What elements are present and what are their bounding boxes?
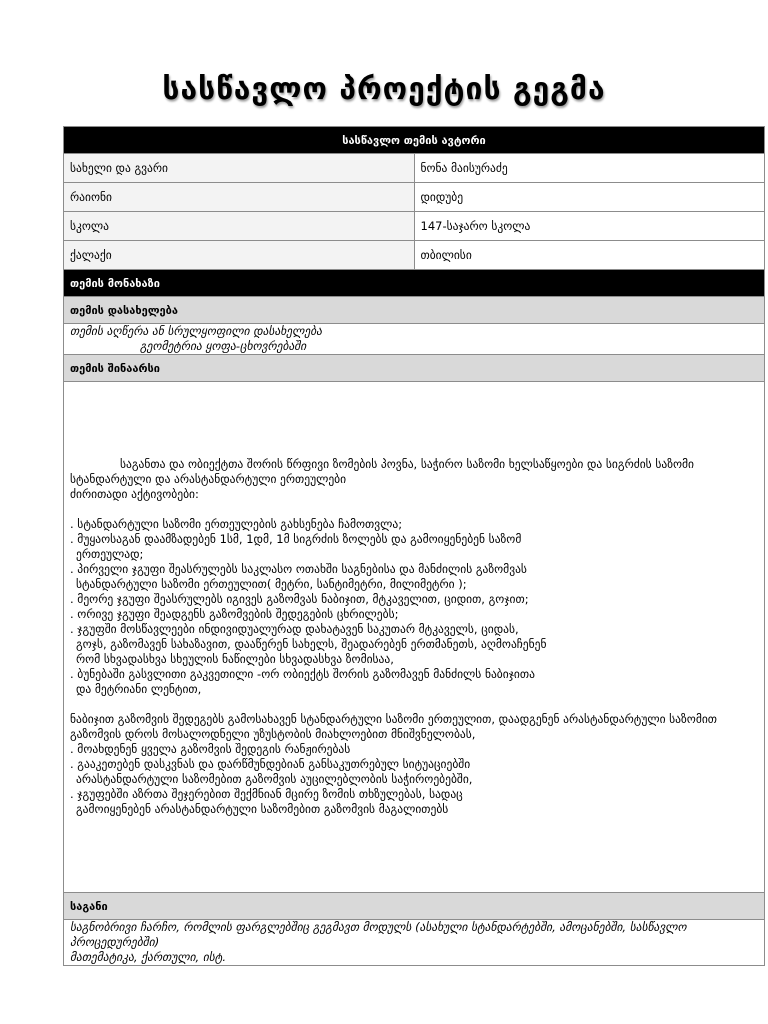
info-row-school xyxy=(64,212,765,241)
district-value: დიდუბე xyxy=(414,183,765,212)
topic-name-header: თემის დასახელება xyxy=(64,297,765,324)
subject-value: მათემატიკა, ქართული, ისტ. xyxy=(70,950,226,964)
info-row-name xyxy=(64,154,765,183)
topic-content-header: თემის შინაარსი xyxy=(64,355,765,382)
subject-cell xyxy=(64,920,765,966)
info-row-district xyxy=(64,183,765,212)
conclusion-intro: ნაბიჯით გაზომვის შედეგებს გამოსახავენ სტანდარტული საზომი ერთეულით, დაადგენენ არასტანდარტული საზომით გაზომვის დროს მოსალოდნელი უზუსტობის მიახლოებით მნიშვნელობას, xyxy=(70,712,717,741)
subject-hint: საგნობრივი ჩარჩო, რომლის ფარგლებშიც გეგმავთ მოდულს (ასახული სტანდარტებში, ამოცანებში, სასწავლო პროცედურებში) xyxy=(70,920,687,949)
school-value: 147-საჯარო სკოლა xyxy=(414,212,765,241)
info-row-city xyxy=(64,241,765,270)
activity-item: . პირველი ჯგუფი შეასრულებს საკლასო ოთახში საგნებისა და მანძილის გაზომვას xyxy=(70,562,527,576)
city-label: ქალაქი xyxy=(64,241,415,270)
topic-content-header-row xyxy=(64,355,765,382)
name-value: ნონა მაისურაძე xyxy=(414,154,765,183)
activity-item: ერთეულად; xyxy=(76,547,144,561)
conclusion-item: არასტანდარტული საზომებით გაზომვის აუცილებლობის საჭიროებებში, xyxy=(76,772,473,786)
content-intro: საგანთა და ობიექტთა შორის წრფივი ზომების პოვნა, საჭირო საზომი ხელსაწყოები და სიგრძის საზომი სტანდარტული და არასტანდარტული ერთეულები xyxy=(70,457,694,486)
topic-name-row xyxy=(64,324,765,355)
subject-row xyxy=(64,920,765,966)
conclusion-item: . მოახდენენ ყველა გაზომვის შედეგის რანჟირებას xyxy=(70,742,351,756)
subject-header: საგანი xyxy=(64,893,765,920)
conclusion-list xyxy=(70,742,758,817)
conclusion-item: . ჯგუფებში აზრთა შეჯერებით შექმნიან მცირე ზომის თხზულებას, სადაც xyxy=(70,787,463,801)
overview-header-row xyxy=(64,270,765,297)
conclusion-item: გამოიყენებენ არასტანდარტული საზომებით გაზომვის მაგალითებს xyxy=(76,802,449,816)
district-label: რაიონი xyxy=(64,183,415,212)
topic-name-cell xyxy=(64,324,765,355)
activity-item: . ჯგუფში მოსწავლეები ინდივიდუალურად დახატავენ საკუთარ მტკაველს, ციდას, xyxy=(70,622,519,636)
activity-item: . სტანდარტული საზომი ერთეულების გახსენება ჩამოთვლა; xyxy=(70,517,403,531)
activity-item: გოჯს, გაზომავენ სახაზავით, დააწერენ სახელს, შეადარებენ ერთმანეთს, აღმოაჩენენ xyxy=(76,637,547,651)
name-label: სახელი და გვარი xyxy=(64,154,415,183)
activities-label: ძირითადი აქტივობები: xyxy=(70,487,199,501)
author-section-header-row xyxy=(64,127,765,154)
conclusion-item: . გააკეთებენ დასკვნას და დარწმუნდებიან განსაკუთრებულ სიტუაციებში xyxy=(70,757,471,771)
city-value: თბილისი xyxy=(414,241,765,270)
overview-header: თემის მონახაზი xyxy=(64,270,765,297)
topic-name-hint: თემის აღწერა ან სრულყოფილი დასახელება xyxy=(70,324,323,338)
topic-name-header-row xyxy=(64,297,765,324)
activity-item: და მეტრიანი ლენტით, xyxy=(76,682,202,696)
subject-header-row xyxy=(64,893,765,920)
activity-list xyxy=(70,517,758,697)
activity-item: . მუყაოსაგან დაამზადებენ 1სმ, 1დმ, 1მ სიგრძის ზოლებს და გამოიყენებენ საზომ xyxy=(70,532,522,546)
document-title: სასწავლო პროექტის გეგმა xyxy=(162,72,606,107)
topic-name-value: გეომეტრია ყოფა-ცხოვრებაში xyxy=(140,339,307,353)
activity-item: . მეორე ჯგუფი შეასრულებს იგივეს გაზომვას ნაბიჯით, მტკაველით, ციდით, გოჯით; xyxy=(70,592,529,606)
activity-item: სტანდარტული საზომი ერთეულით( მეტრი, სანტიმეტრი, მილიმეტრი ); xyxy=(76,577,467,591)
activity-item: რომ სხვადასხვა სხეულის ნაწილები სხვადასხვა ზომისაა, xyxy=(76,652,394,666)
school-label: სკოლა xyxy=(64,212,415,241)
topic-content-row xyxy=(64,382,765,893)
activity-item: . ბუნებაში გასვლითი გაკვეთილი -ორ ობიექტს შორის გაზომავენ მანძილს ნაბიჯითა xyxy=(70,667,535,681)
author-section-header: სასწავლო თემის ავტორი xyxy=(64,127,765,154)
activity-item: . ორივე ჯგუფი შეადგენს გაზომვების შედეგების ცხრილებს; xyxy=(70,607,399,621)
project-plan-table xyxy=(63,126,765,966)
topic-content-cell xyxy=(64,382,765,893)
